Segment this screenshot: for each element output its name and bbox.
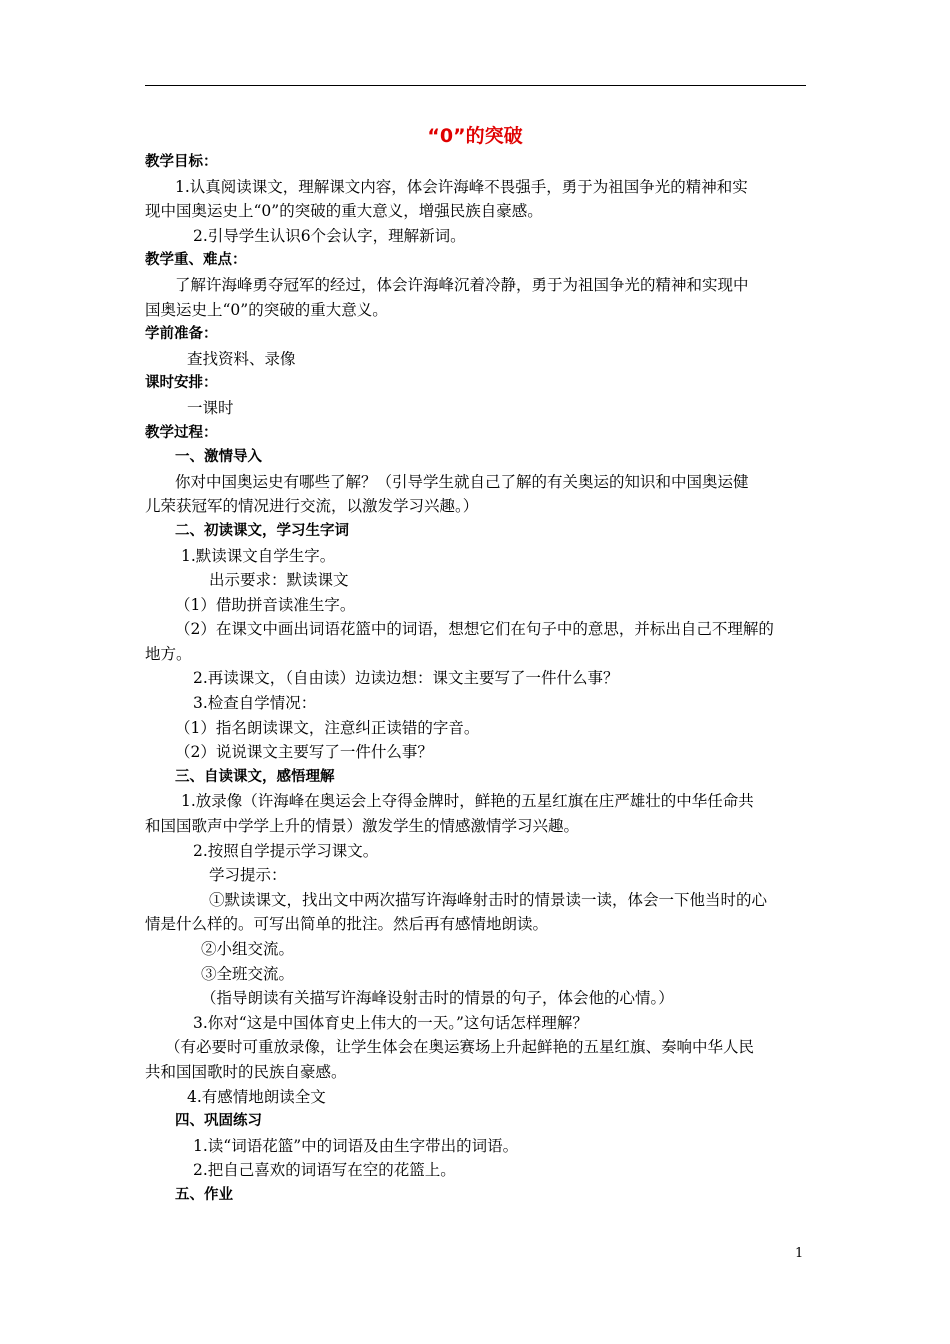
text-line: 儿荣获冠军的情况进行交流，以激发学习兴趣。） — [145, 497, 479, 516]
section-heading: 教学过程： — [145, 424, 218, 441]
text-line: （2）说说课文主要写了一件什么事？ — [175, 743, 433, 762]
text-line: （有必要时可重放录像，让学生体会在奥运赛场上升起鲜艳的五星红旗、奏响中华人民 — [165, 1038, 755, 1057]
text-line: 情是什么样的。可写出简单的批注。然后再有感情地朗读。 — [145, 915, 549, 934]
section-heading: 二、初读课文，学习生字词 — [175, 522, 349, 539]
section-heading: 教学重、难点： — [145, 252, 247, 269]
text-line: 查找资料、录像 — [187, 349, 296, 368]
text-line: 2.按照自学提示学习课文。 — [193, 841, 379, 860]
text-line: ③全班交流。 — [201, 964, 295, 983]
text-line: 共和国国歌时的民族自豪感。 — [145, 1062, 347, 1081]
header-rule — [145, 85, 806, 86]
section-heading: 四、巩固练习 — [175, 1113, 262, 1130]
text-line: 3.检查自学情况： — [193, 694, 317, 713]
text-line: 国奥运史上“0”的突破的重大意义。 — [145, 300, 388, 319]
text-line: 出示要求：默读课文 — [209, 571, 349, 590]
text-line: 和国国歌声中学学上升的情景）激发学生的情感激情学习兴趣。 — [145, 817, 580, 836]
text-line: 2.引导学生认识6个会认字，理解新词。 — [193, 226, 466, 245]
text-line: 地方。 — [145, 644, 192, 663]
section-heading: 三、自读课文，感悟理解 — [175, 768, 335, 785]
text-line: 1.放录像（许海峰在奥运会上夺得金牌时，鲜艳的五星红旗在庄严雄壮的中华任命共 — [181, 792, 754, 811]
section-heading: 五、作业 — [175, 1186, 233, 1203]
text-line: （指导朗读有关描写许海峰设射击时的情景的句子，体会他的心情。） — [201, 989, 674, 1008]
section-heading: 课时安排： — [145, 375, 218, 392]
document-body — [145, 150, 806, 1208]
text-line: （1）借助拼音读准生字。 — [175, 595, 356, 614]
text-line: ②小组交流。 — [201, 940, 295, 958]
text-line: （1）指名朗读课文，注意纠正读错的字音。 — [175, 718, 480, 737]
section-heading: 学前准备： — [145, 326, 218, 343]
text-line: 现中国奥运史上“0”的突破的重大意义，增强民族自豪感。 — [145, 202, 543, 221]
document-title: “0”的突破 — [427, 125, 523, 147]
section-heading: 一、激情导入 — [175, 449, 262, 466]
section-heading: 教学目标： — [145, 154, 218, 170]
text-line: 3.你对“这是中国体育史上伟大的一天。”这句话怎样理解？ — [193, 1013, 588, 1032]
text-line: 一课时 — [187, 398, 234, 417]
text-line: 2.把自己喜欢的词语写在空的花篮上。 — [193, 1161, 456, 1180]
text-line: （2）在课文中画出词语花篮中的词语，想想它们在句子中的意思，并标出自己不理解的 — [175, 620, 774, 639]
text-line: ①默读课文，找出文中两次描写许海峰射击时的情景读一读，体会一下他当时的心 — [209, 890, 768, 909]
text-line: 了解许海峰勇夺冠军的经过，体会许海峰沉着冷静，勇于为祖国争光的精神和实现中 — [175, 275, 749, 294]
text-line: 1.读“词语花篮”中的词语及由生字带出的词语。 — [193, 1136, 519, 1155]
text-line: 2.再读课文，（自由读）边读边想：课文主要写了一件什么事？ — [193, 669, 619, 688]
text-line: 1.默读课文自学生字。 — [181, 546, 336, 565]
text-line: 你对中国奥运史有哪些了解？（引导学生就自己了解的有关奥运的知识和中国奥运健 — [175, 472, 749, 491]
text-line: 1.认真阅读课文，理解课文内容，体会许海峰不畏强手，勇于为祖国争光的精神和实 — [175, 177, 748, 196]
text-line: 学习提示： — [209, 866, 287, 885]
page-number: 1 — [795, 1246, 804, 1261]
text-line: 4.有感情地朗读全文 — [187, 1087, 326, 1106]
